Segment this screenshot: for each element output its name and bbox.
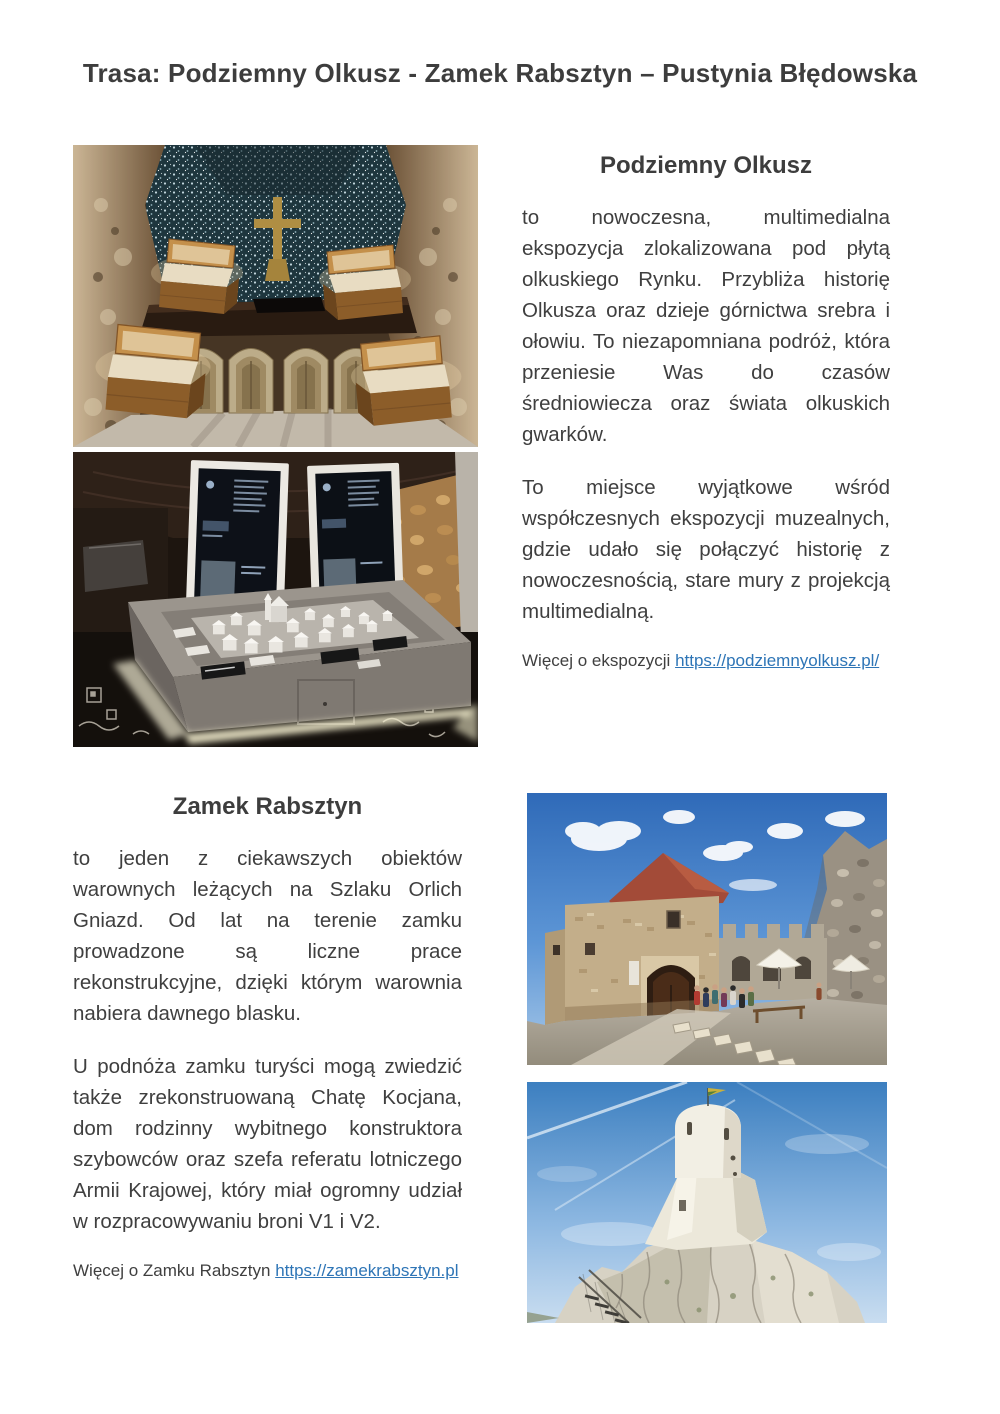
rabsztyn-paragraph-1: to jeden z ciekawszych obiektów warownych leżących na Szlaku Orlich Gniazd. Od lat na terenie zamku prowadzone są liczne prace rekonstrukcyjne, dzięki którym warownia nabiera dawnego blasku. (73, 847, 462, 1025)
castle-courtyard-illustration (527, 793, 887, 1065)
town-model-illustration (73, 452, 478, 747)
page-title: Trasa: Podziemny Olkusz - Zamek Rabsztyn – Pustynia Błędowska (82, 58, 918, 88)
tower (675, 1104, 741, 1178)
castle-tower-illustration (527, 1082, 887, 1323)
olkusz-link-prefix: Więcej o ekspozycji (522, 651, 676, 670)
rabsztyn-paragraph-2: U podnóża zamku turyści mogą zwiedzić także zrekonstruowaną Chatę Kocjana, dom rodzinny wybitnego konstruktora szybowców oraz szefa referatu lotniczego Armii Krajowej, który miał ogromny udział w rozpracowywaniu broni V1 i V2. (73, 1055, 462, 1233)
photo-underground-exhibit (73, 145, 478, 447)
section-podziemny-olkusz (522, 152, 890, 673)
olkusz-heading: Podziemny Olkusz (599, 152, 813, 179)
photo-town-model (73, 452, 478, 747)
rabsztyn-link[interactable]: https://zamekrabsztyn.pl (275, 1261, 459, 1280)
underground-exhibit-illustration (73, 145, 478, 447)
rabsztyn-heading: Zamek Rabsztyn (172, 793, 363, 820)
model-table (128, 580, 471, 732)
rabsztyn-link-prefix: Więcej o Zamku Rabsztyn (73, 1261, 276, 1280)
olkusz-paragraph-2: To miejsce wyjątkowe wśród współczesnych ekspozycji muzealnych, gdzie udało się połączyć historię z nowoczesnością, stare mury z projekcją multimedialną. (522, 476, 890, 623)
photo-castle-courtyard (527, 793, 887, 1065)
olkusz-link-line (522, 649, 890, 673)
section-zamek-rabsztyn (73, 793, 462, 1283)
rabsztyn-link-line (73, 1259, 462, 1283)
olkusz-link[interactable]: https://podziemnyolkusz.pl/ (675, 651, 880, 670)
photo-castle-tower (527, 1082, 887, 1323)
olkusz-paragraph-1: to nowoczesna, multimedialna ekspozycja zlokalizowana pod płytą olkuskiego Rynku. Przybliża historię Olkusza oraz dzieje górnictwa srebra i ołowiu. To niezapomniana podróż, która przeniesie Was do czasów średniowiecza oraz świata olkuskich gwarków. (522, 206, 890, 446)
